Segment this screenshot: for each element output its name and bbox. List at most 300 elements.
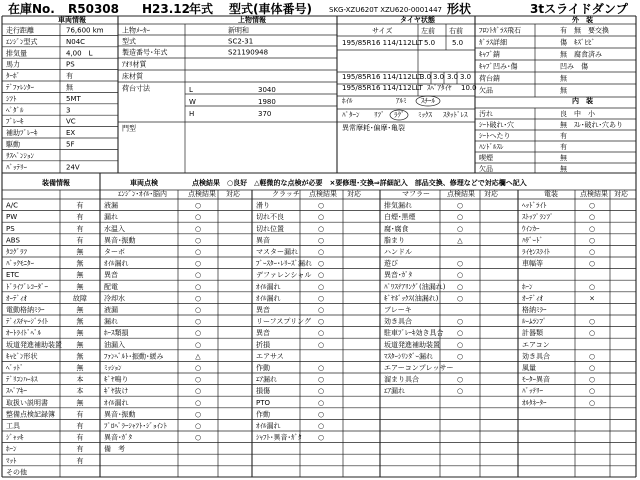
engine-result: ○ [194,340,202,349]
engine-item: ｷﾞﾔ鳴り [104,375,129,384]
engine-item: 異音 [104,271,118,280]
electric-item: ﾗｲｾﾝｽﾗｲﾄ [522,248,550,256]
clutch-result: ○ [317,271,325,280]
interior-label: 汚れ [479,110,493,118]
electric-item: 計器類 [522,329,543,338]
clutch-result: ○ [317,340,325,349]
electric-result: ○ [588,224,596,233]
equip-label: ﾏｯﾄ [6,456,17,465]
tire-rear-2: 3.0 [433,73,445,81]
equip-value: 無 [76,352,84,361]
engine-item: 水温入 [104,224,125,233]
electric-result: ○ [588,387,596,396]
basic-value: PS [66,60,75,69]
interior-value: 無 ｽﾚ･破れ･穴あり [560,121,623,129]
electric-item: ｵｰﾃﾞｨｵ [522,294,543,303]
muffler-result: ○ [456,387,464,396]
clutch-col-result: 点検結果 [309,190,337,198]
equip-label: ｵｰﾄﾗｲﾄﾞﾍﾞﾙ [6,329,41,338]
basic-value: 無 [66,83,73,92]
tire-front-size: 195/85R16 114/112LLT [342,39,423,47]
equip-label: ﾃﾞｨｽﾁｬｰｼﾞﾗｲﾄ [6,317,48,326]
clutch-item: 異音 [256,306,270,314]
clutch-result: ○ [317,422,325,430]
clutch-item: 作動 [256,364,270,372]
muffler-col-action: 対応 [484,190,498,198]
tire-spare-value: 10.0 [461,84,477,92]
engine-item: ﾌｧﾝﾍﾞﾙﾄ･振動･緩み [104,352,164,361]
tire-front-left: 5.0 [424,39,436,47]
body-label: 床材質 [122,72,143,81]
equip-label: ABS [6,236,20,245]
basic-label: ﾊﾞｯﾃﾘｰ [6,163,27,172]
engine-result: ○ [194,236,202,245]
muffler-item: 脂まり [384,236,405,245]
basic-label: ﾍﾟﾀﾞﾙ [6,106,24,115]
electric-item: ﾊﾞｯﾃﾘｰ [522,387,543,396]
body-label: 上物ﾒｰｶｰ [122,26,150,35]
equip-label: ETC [6,271,20,280]
interior-label: 欠品 [479,165,493,173]
electric-result: ○ [588,329,596,338]
engine-result: ○ [194,282,202,291]
body-value: 新明和 [228,26,249,35]
model-year: H23.12 [142,2,190,16]
engine-item: 液漏 [104,306,118,314]
wheel-label: ﾎｲﾙ [342,97,353,105]
basic-value: 有 [66,72,73,81]
sheet-grid [2,16,636,477]
equip-value: 有 [76,433,84,442]
clutch-result: ○ [317,294,325,303]
exterior-value: 無 腐食済み [560,50,602,59]
engine-item: ターボ [104,248,125,256]
muffler-result: ○ [456,224,464,233]
engine-result: ○ [194,398,202,407]
tire-col-size: サイズ [372,27,393,35]
interior-value: 良 中 小 [560,110,595,118]
equip-label: ﾀｺｸﾞﾗﾌ [6,248,27,256]
basic-value: 3 [66,106,71,115]
rear-wear-note: 異常摩耗･偏摩･亀裂 [342,124,405,132]
body-label: ｱｵﾘ材質 [122,60,147,69]
clutch-item: 切れ位置 [256,224,284,233]
clutch-item: エアサス [256,352,284,361]
engine-result: ○ [194,329,202,338]
engine-item: 備 考 [104,445,125,454]
engine-item: ｷﾞﾔ抜け [104,387,129,396]
muffler-col-item: マフラー [402,190,430,198]
engine-item: ﾌﾟﾛﾍﾟﾗｰｼｬﾌﾄ･ｼﾞｮｲﾝﾄ [104,422,167,430]
exterior-value: 凹み 傷 [560,62,588,71]
clutch-result: ○ [317,306,325,314]
clutch-result: ○ [317,317,325,326]
equip-value: 無 [76,248,84,256]
equip-value: 有 [76,445,84,454]
body-title: 上物情報 [238,16,266,24]
engine-result: ○ [194,248,202,256]
muffler-item: ﾏｽﾀｰｼﾘﾝﾀﾞｰ漏れ [384,352,433,361]
muffler-item: 排気漏れ [384,201,412,210]
clutch-item: 折損 [256,340,270,349]
electric-result: ○ [588,236,596,245]
engine-result: △ [195,352,201,361]
equip-value: 無 [76,329,84,338]
equip-value: 有 [76,201,84,210]
muffler-item: 異音･ｶﾞﾀ [384,271,412,280]
engine-col-item: ｴﾝｼﾞﾝ･ｵｲﾙ･脳内 [118,190,167,198]
clutch-result: ○ [317,329,325,338]
interior-value: 無 [560,154,567,162]
engine-result: ○ [194,259,202,268]
legend: 点検結果 ○良好 △軽微的な点検が必要 ×要修理･交換⇒詳細記入 部品交換、修理などで対応欄へ記入 [192,179,527,187]
wheel-steel: ｽﾁｰﾙ [421,97,435,105]
wheel-alu: ｱﾙﾐ [396,97,407,105]
clutch-result: ○ [317,375,325,384]
pattern-mix: ﾐｯｸｽ [418,111,432,119]
muffler-item: ｷﾞﾔﾎﾞｯｸｽ(油漏れ) [384,294,439,303]
muffler-item: ハンドル [384,248,412,256]
muffler-item: 駐車ﾌﾞﾚｰｷ効き具合 [384,329,444,338]
electric-col-result: 点検結果 [580,190,608,198]
engine-item: 異音･振動 [104,410,136,419]
electric-result: ○ [588,213,596,222]
shape-label: 形状 [447,2,472,16]
clutch-result: ○ [317,248,325,256]
basic-label: ｼﾌﾄ [6,94,17,103]
clutch-result: ○ [317,398,325,407]
body-value: S21190948 [228,48,269,57]
clutch-result: ○ [317,236,325,245]
engine-item: 異音･ｶﾞﾀ [104,433,132,442]
clutch-result: ○ [317,224,325,233]
electric-col-action: 対応 [614,190,628,198]
basic-value: 76,600 km [66,26,104,35]
muffler-item: ﾊﾟﾜｽﾃｱﾘﾝｸﾞ(油漏れ) [384,282,446,291]
body-label: 門型 [122,124,136,133]
basic-title: 車両情報 [58,16,86,24]
equip-value: 有 [76,422,84,430]
equip-value: 本 [76,375,84,384]
equip-value: 無 [76,364,84,372]
basic-value: 5MT [66,94,81,103]
body-label: 製造番号･年式 [122,48,168,57]
engine-result: ○ [194,213,202,222]
interior-title: 内 装 [572,97,593,105]
basic-label: 排気量 [6,49,27,58]
muffler-result: ○ [456,213,464,222]
tire-spare-label: ｽﾍﾟｱﾀｲﾔ [427,84,452,92]
muffler-col-result: 点検結果 [447,190,475,198]
basic-value: 4,00 L [66,49,93,58]
engine-result: ○ [194,364,202,372]
clutch-item: ｼｬﾌﾄ･異音･ｶﾞﾀ [256,433,302,442]
basic-label: 馬力 [6,60,20,69]
clutch-item: ｵｲﾙ漏れ [256,294,281,303]
equip-label: その他 [6,468,27,477]
equip-value: 無 [76,340,84,349]
equip-value: 有 [76,410,84,419]
equip-label: 電動格納ﾐﾗｰ [6,306,45,314]
muffler-item: 効き具合 [384,317,412,326]
muffler-result: ○ [456,294,464,303]
electric-item: ｽﾄｯﾌﾟﾗﾝﾌﾟ [522,213,554,222]
exterior-value: 無 [560,86,567,95]
exterior-label: ﾌﾛﾝﾄｶﾞﾗｽ飛石 [479,26,521,35]
muffler-result: ○ [456,375,464,384]
clutch-item: 滑り [256,201,270,210]
basic-label: 補助ﾌﾞﾚｰｷ [6,129,38,138]
body-label: 型式 [122,37,136,46]
clutch-item: 切れ不良 [256,213,284,222]
electric-result: ○ [588,201,596,210]
check-title: 車両点検 [130,179,158,187]
interior-label: ｼｰﾄへたり [479,132,511,140]
equip-value: 有 [76,213,84,222]
basic-label: ﾃﾞﾌｧﾚﾝﾀｰ [6,83,34,92]
equip-label: ﾃﾞﾘｺﾝﾊｰﾈｽ [6,375,38,384]
equip-label: PS [6,224,15,233]
clutch-col-action: 対応 [347,190,361,198]
muffler-result: ○ [456,259,464,268]
muffler-item: 遊び [384,259,398,268]
equip-label: ﾎｰﾝ [6,445,17,454]
engine-result: ○ [194,201,202,210]
clutch-result: ○ [317,213,325,222]
clutch-result: ○ [317,433,325,442]
exterior-label: ｷｬﾌﾞ錆 [479,50,500,59]
engine-result: ○ [194,410,202,419]
pattern-label: ﾊﾟﾀｰﾝ [342,111,360,119]
body-size-h-label: H [189,110,195,118]
model-label: 年式 [189,2,214,16]
exterior-label: ｶﾞﾗｽ詳細 [479,38,507,47]
type-value: SKG-XZU620T XZU620-0001447 [329,6,442,14]
tire-col-right: 右前 [449,27,463,35]
engine-item: 異音･振動 [104,236,136,245]
engine-item: ｵｲﾙ漏れ [104,398,129,407]
body-value: SC2-31 [228,37,254,46]
electric-item: ﾙｰﾑﾗﾝﾌﾟ [522,317,547,326]
equip-label: ｵｰﾃﾞｨｵ [6,294,27,303]
muffler-item: ｴｱ漏れ [384,387,405,396]
body-size-w-label: W [189,98,196,106]
engine-item: ｵｲﾙ漏れ [104,259,129,268]
electric-item: エアコン [522,340,550,349]
pattern-studless: ｽﾀｯﾄﾞﾚｽ [443,111,468,119]
clutch-item: デファレンシャル [256,271,312,280]
clutch-item: ｵｲﾙ漏れ [256,282,281,291]
engine-result: ○ [194,224,202,233]
clutch-result: ○ [317,364,325,372]
equip-label: ｽﾍﾟｱｷｰ [6,387,27,396]
body-size-h: 370 [258,110,272,118]
electric-item: ﾓｰﾀｰ異音 [522,375,550,384]
equip-label: ｷｬﾋﾞﾝ形状 [6,352,38,361]
engine-result: ○ [194,271,202,280]
sheet-cells [5,26,623,477]
tire-rear-size: 195/85R16 114/112LLT [342,73,423,81]
equip-label: 工具 [6,422,20,430]
electric-item: ｵﾙﾀﾈｰﾀｰ [522,398,547,407]
clutch-item: 異音 [256,329,270,338]
muffler-item: 溜まり具合 [384,375,419,384]
clutch-result: ○ [317,201,325,210]
engine-result: ○ [194,433,202,442]
electric-result: ○ [588,364,596,372]
stock-label: 在庫No. [8,2,55,16]
equip-label: ﾊﾞｯｸﾓﾆﾀｰ [6,259,34,268]
clutch-result: ○ [317,259,325,268]
pattern-lug: ﾗｸﾞ [394,111,405,119]
tire-front-right: 5.0 [452,39,464,47]
muffler-result: ○ [456,282,464,291]
equip-label: ﾍﾞｯﾄﾞ [6,364,24,372]
body-size-l: 3040 [258,86,276,94]
electric-result: ○ [588,317,596,326]
engine-item: 漏れ [104,317,118,326]
interior-label: ｼｰﾄ破れ･穴 [479,121,514,129]
basic-label: ﾀｰﾎﾞ [6,72,20,81]
clutch-col-item: クラッチ [272,190,300,198]
muffler-result: ○ [456,317,464,326]
clutch-item: マスター漏れ [256,248,298,256]
clutch-item: PTO [256,398,271,407]
clutch-item: ｴｱ漏れ [256,375,277,384]
basic-label: ｻｽﾍﾟﾝｼｮﾝ [6,151,34,160]
muffler-result: ○ [456,271,464,280]
clutch-item: ﾌﾞｰｽﾀｰ･ﾚﾘｰｽﾞ漏れ [256,259,312,268]
clutch-item: 異音 [256,236,270,245]
basic-label: ｴﾝｼﾞﾝ型式 [6,37,38,46]
basic-value: 5F [66,140,75,149]
equip-label: 整備点検記録簿 [6,410,55,419]
clutch-item: ｵｲﾙ漏れ [256,422,281,430]
equip-value: 故障 [73,294,87,303]
equip-value: 無 [76,398,84,407]
exterior-value: 有 無 要交換 [560,26,609,35]
exterior-label: 欠品 [479,86,493,95]
engine-item: 冷却水 [104,294,125,303]
interior-value: 無 [560,165,567,173]
equip-label: 坂道発進補助装置 [6,340,62,349]
exterior-label: ｷｬﾌﾞ凹み･傷 [479,62,518,71]
clutch-result: ○ [317,282,325,291]
equip-value: 無 [76,306,84,314]
clutch-result: ○ [317,410,325,419]
equip-value: 無 [76,259,84,268]
exterior-value: 無 [560,74,567,83]
basic-value: 24V [66,163,80,172]
engine-result: ○ [194,317,202,326]
muffler-item: エアーコンプレッサー [384,364,454,372]
muffler-item: 白煙･黒煙 [384,213,416,222]
interior-label: 喫煙 [479,154,493,162]
tire-spare-size: 195/85R16 114/112LLT [342,84,423,92]
engine-item: 油漏入 [104,340,125,349]
shape-value: 3tスライドダンプ [530,2,628,16]
equip-value: 有 [76,456,84,465]
muffler-result: ○ [456,329,464,338]
electric-item: ﾊｻﾞｰﾄﾞ [522,236,543,245]
stock-number: R50308 [68,2,119,16]
electric-result: ○ [588,282,596,291]
electric-result: ○ [588,398,596,407]
basic-label: ﾌﾞﾚｰｷ [6,117,24,126]
basic-value: VC [66,117,76,126]
engine-result: ○ [194,375,202,384]
body-label: 荷台寸法 [122,84,150,93]
body-size-l-label: L [189,86,193,94]
tire-rear-4: 3.0 [460,73,472,81]
engine-col-action: 対応 [226,190,240,198]
equip-value: 無 [76,282,84,291]
clutch-item: 作動 [256,410,270,419]
equip-label: PW [6,213,18,222]
electric-result: × [589,294,595,303]
equip-value: 有 [76,224,84,233]
interior-value: 有 [560,143,567,151]
equip-value: 本 [76,387,84,396]
equip-label: ﾄﾞﾗｲﾌﾞﾚｺｰﾀﾞｰ [6,282,48,291]
electric-result: ○ [588,259,596,268]
tire-rear-3: 3.0 [447,73,459,81]
engine-item: 液漏 [104,201,118,210]
type-label: 型式(車体番号) [229,2,312,16]
equip-value: 無 [76,271,84,280]
equip-label: ｼﾞｬｯｷ [6,433,24,442]
engine-result: ○ [194,387,202,396]
electric-col-item: 電装 [544,190,558,198]
engine-item: 漏れ [104,213,118,222]
body-size-w: 1980 [258,98,276,106]
interior-label: ﾊﾝﾄﾞﾙｽﾚ [479,143,504,151]
electric-item: 風量 [522,364,536,372]
electric-item: 格納ﾐﾗｰ [522,306,547,314]
engine-result: ○ [194,422,202,430]
electric-result: ○ [588,375,596,384]
muffler-result: ○ [456,352,464,361]
engine-item: ﾎｰｽ類損 [104,329,129,338]
muffler-item: 腐･腐食 [384,224,409,233]
equip-value: 有 [76,236,84,245]
engine-item: ﾐｯｼｮﾝ [104,364,122,372]
electric-item: 効き具合 [522,352,550,361]
equip-title: 装備情報 [42,179,70,187]
basic-value: N04C [66,37,86,46]
engine-col-result: 点検結果 [188,190,216,198]
electric-item: 車幅等 [522,259,543,268]
exterior-title: 外 装 [572,16,593,24]
basic-label: 走行距離 [6,26,34,35]
electric-result: ○ [588,248,596,256]
tire-rear-1: 3.0 [420,73,432,81]
equip-value: 無 [76,317,84,326]
equip-label: A/C [6,201,19,210]
muffler-result: △ [457,236,463,245]
basic-value: EX [66,129,76,138]
electric-result: ○ [588,352,596,361]
tire-col-left: 左前 [421,27,435,35]
clutch-item: 損傷 [256,387,270,396]
clutch-item: リーフスプリング [256,317,311,326]
equip-label: 取扱い説明書 [6,398,48,407]
engine-result: ○ [194,294,202,303]
interior-value: 有 [560,132,567,140]
pattern-rib: ﾘﾌﾞ [374,111,385,119]
exterior-value: 傷 ｷｽﾞﾋﾋﾞ [560,38,595,47]
electric-item: ｳｲﾝｶｰ [522,224,540,233]
